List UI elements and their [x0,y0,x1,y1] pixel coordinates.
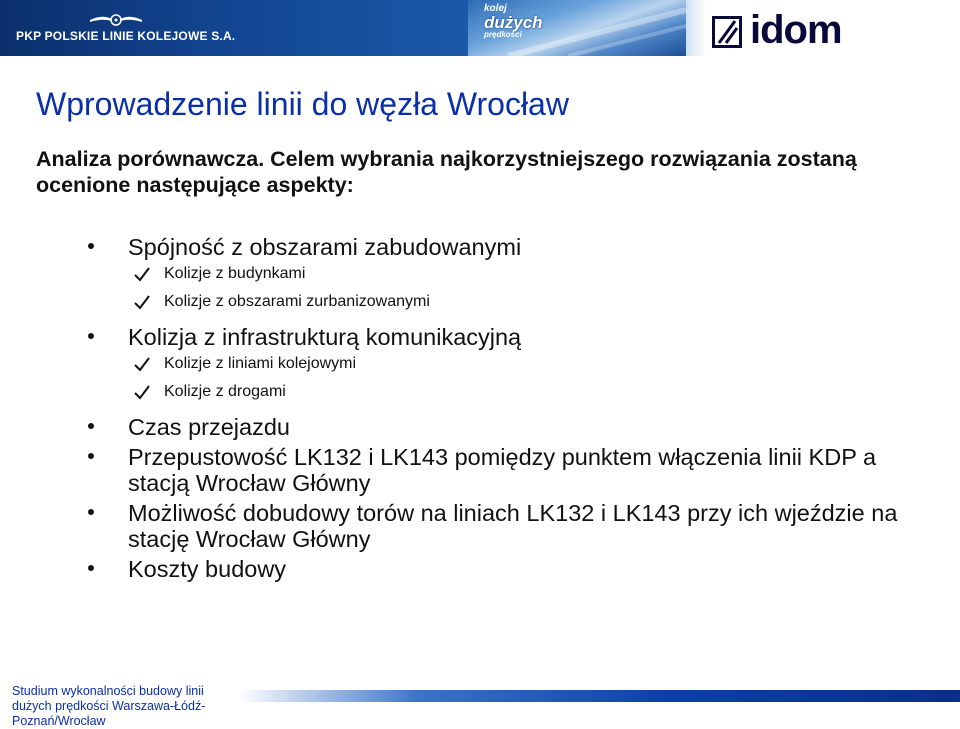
sub-list [94,260,914,320]
bullet-dot-icon [88,243,94,249]
bullet-dot-icon [88,423,94,429]
bullet-text: Spójność z obszarami zabudowanymi [128,234,522,260]
list-item [94,496,914,552]
checkmark-icon [134,288,150,316]
kdp-logo-line-2: dużych [484,13,543,32]
kdp-logo-line-1: kolej [484,3,507,14]
sub-list-item [164,378,914,406]
idom-mark-icon [712,16,742,48]
pkp-logo-bar [0,0,468,56]
idom-logo [712,8,852,56]
sub-item-text: Kolizje z obszarami zurbanizowanymi [164,293,430,310]
bullet-dot-icon [88,333,94,339]
header-banner [0,0,960,60]
sub-list-item [164,350,914,378]
slide-intro: Analiza porównawcza. Celem wybrania najkorzystniejszego rozwiązania zostaną ocenione następujące aspekty: [36,147,857,197]
bullet-text: Możliwość dobudowy torów na liniach LK132 i LK143 przy ich wjeździe na stację Wrocław Główny [128,500,898,552]
list-item [94,552,914,582]
pkp-company-name: PKP POLSKIE LINIE KOLEJOWE S.A. [16,29,236,43]
sub-list [94,350,914,410]
checkmark-icon [134,378,150,406]
list-item [94,410,914,440]
kdp-logo [484,4,564,44]
bullet-dot-icon [88,453,94,459]
bullet-dot-icon [88,509,94,515]
sub-item-text: Kolizje z liniami kolejowymi [164,355,357,372]
bullet-dot-icon [88,565,94,571]
checkmark-icon [134,260,150,288]
list-item [94,320,914,410]
kdp-logo-line-3: prędkości [484,30,522,39]
checkmark-icon [134,350,150,378]
list-item [94,230,914,320]
sub-item-text: Kolizje z budynkami [164,265,306,282]
idom-wordmark: idom [750,8,842,52]
list-item [94,440,914,496]
banner-fade [686,0,706,56]
footer-bar [238,690,960,702]
bullet-text: Koszty budowy [128,556,287,582]
aspects-list [94,230,914,582]
bullet-text: Kolizja z infrastrukturą komunikacyjną [128,324,522,350]
slide-title: Wprowadzenie linii do węzła Wrocław [36,86,569,122]
footer-study-title: Studium wykonalności budowy linii dużych prędkości Warszawa-Łódź-Poznań/Wrocław [12,684,206,728]
sub-list-item [164,260,914,288]
kdp-logo-area [468,0,686,56]
pkp-winged-wheel-icon [88,12,144,28]
sub-item-text: Kolizje z drogami [164,383,286,400]
bullet-text: Czas przejazdu [128,414,290,440]
bullet-text: Przepustowość LK132 i LK143 pomiędzy punktem włączenia linii KDP a stacją Wrocław Główny [128,444,877,496]
sub-list-item [164,288,914,316]
